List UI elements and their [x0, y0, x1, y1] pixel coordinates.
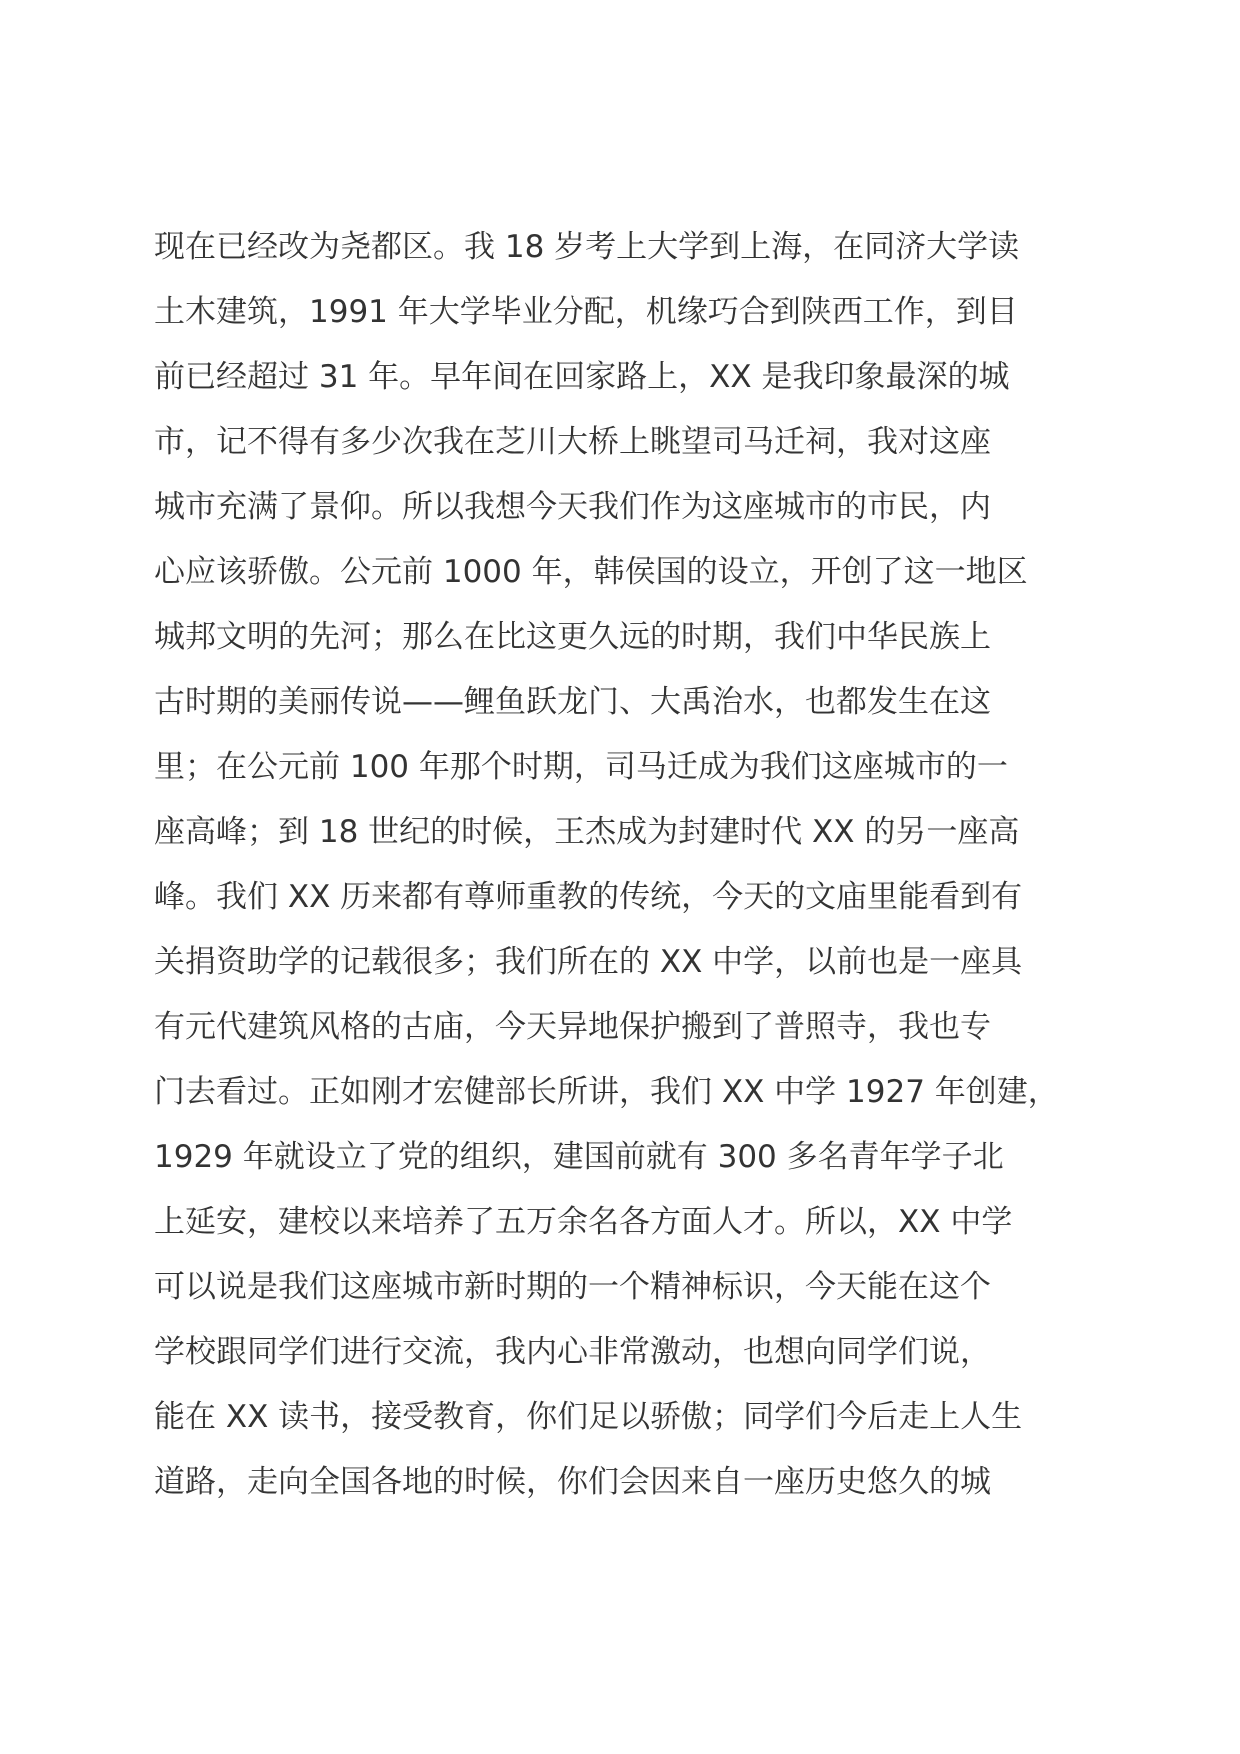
text-line: 现在已经改为尧都区。我 18 岁考上大学到上海，在同济大学读 [154, 229, 1020, 265]
text-line: 城市充满了景仰。所以我想今天我们作为这座城市的市民，内 [154, 489, 991, 525]
text-line: 市，记不得有多少次我在芝川大桥上眺望司马迁祠，我对这座 [154, 424, 991, 460]
text-line: 道路，走向全国各地的时候，你们会因来自一座历史悠久的城 [154, 1464, 991, 1500]
text-line: 前已经超过 31 年。早年间在回家路上，XX 是我印象最深的城 [154, 359, 1010, 395]
body-paragraph [154, 215, 1114, 1515]
text-line: 上延安，建校以来培养了五万余名各方面人才。所以，XX 中学 [154, 1204, 1013, 1240]
text-line: 城邦文明的先河；那么在比这更久远的时期，我们中华民族上 [154, 619, 991, 655]
text-line: 学校跟同学们进行交流，我内心非常激动，也想向同学们说， [154, 1334, 991, 1370]
text-line: 能在 XX 读书，接受教育，你们足以骄傲；同学们今后走上人生 [154, 1399, 1023, 1435]
text-line: 土木建筑，1991 年大学毕业分配，机缘巧合到陕西工作，到目 [154, 294, 1018, 330]
text-line: 座高峰；到 18 世纪的时候，王杰成为封建时代 XX 的另一座高 [154, 814, 1020, 850]
text-line: 峰。我们 XX 历来都有尊师重教的传统，今天的文庙里能看到有 [154, 879, 1023, 915]
text-line: 古时期的美丽传说——鲤鱼跃龙门、大禹治水，也都发生在这 [154, 684, 991, 720]
text-line: 里；在公元前 100 年那个时期，司马迁成为我们这座城市的一 [154, 749, 1008, 785]
text-line: 心应该骄傲。公元前 1000 年，韩侯国的设立，开创了这一地区 [154, 554, 1028, 590]
text-line: 有元代建筑风格的古庙，今天异地保护搬到了普照寺，我也专 [154, 1009, 991, 1045]
text-line: 可以说是我们这座城市新时期的一个精神标识，今天能在这个 [154, 1269, 991, 1305]
text-line: 1929 年就设立了党的组织，建国前就有 300 多名青年学子北 [154, 1139, 1004, 1175]
text-line: 关捐资助学的记载很多；我们所在的 XX 中学，以前也是一座具 [154, 944, 1023, 980]
text-line: 门去看过。正如刚才宏健部长所讲，我们 XX 中学 1927 年创建， [154, 1074, 1059, 1110]
